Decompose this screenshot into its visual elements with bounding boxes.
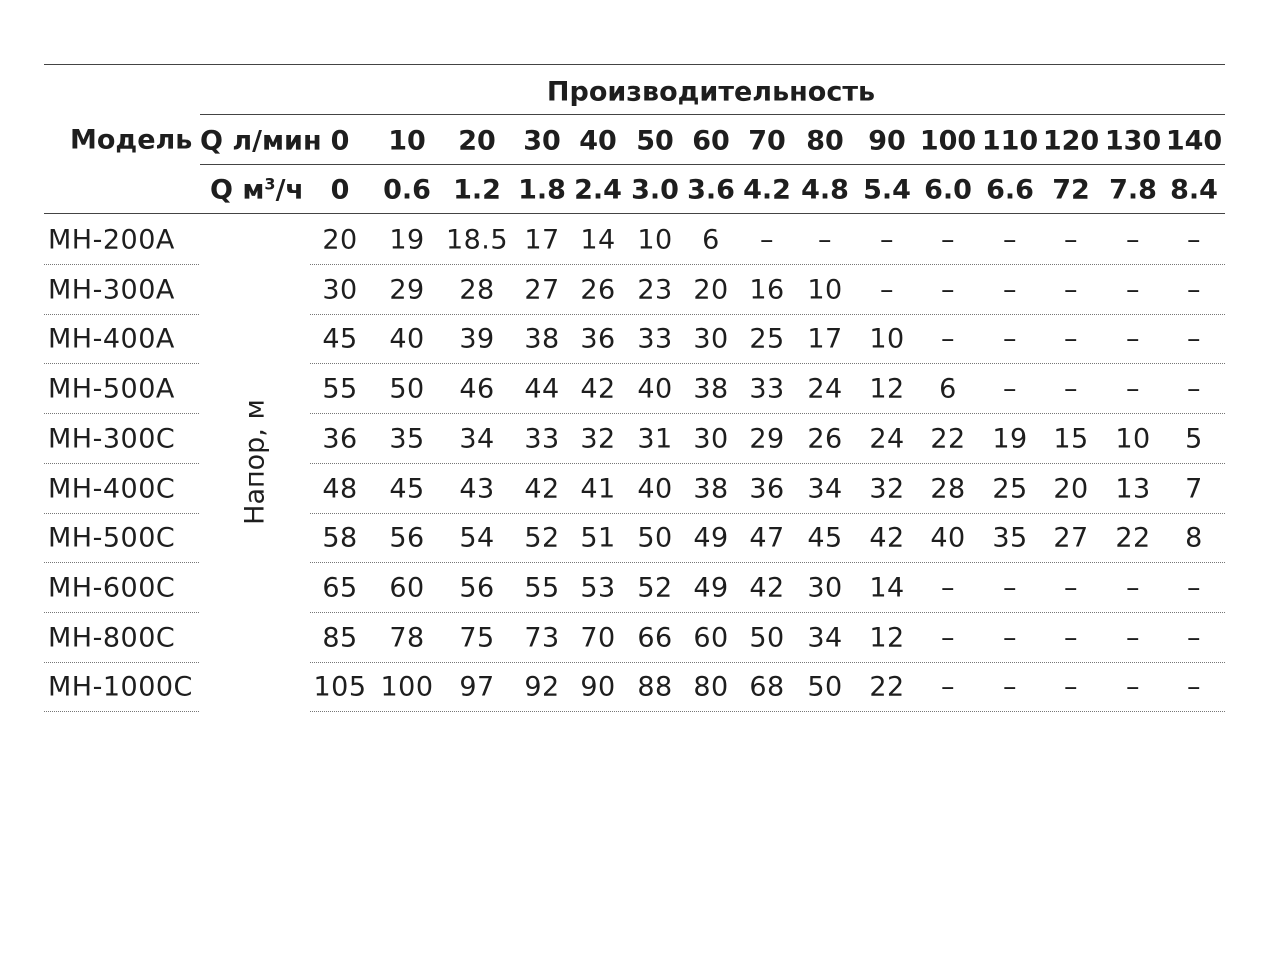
- head-value-cell: –: [1064, 373, 1078, 405]
- model-name: MH-600C: [48, 572, 176, 604]
- row-divider: [44, 264, 199, 265]
- head-value-cell: –: [941, 323, 955, 355]
- head-value-cell: 22: [930, 423, 966, 455]
- head-value-cell: 42: [869, 522, 905, 554]
- head-value-cell: –: [941, 274, 955, 306]
- head-value-cell: –: [1187, 373, 1201, 405]
- head-value-cell: 41: [580, 473, 616, 504]
- head-value-cell: –: [1064, 224, 1078, 256]
- flow-lmin-header: 90: [868, 125, 906, 157]
- head-value-cell: 26: [580, 274, 616, 306]
- head-value-cell: 32: [580, 423, 616, 455]
- head-value-cell: 30: [693, 423, 729, 455]
- flow-m3h-header: 8.4: [1170, 174, 1218, 206]
- row-divider: [44, 562, 199, 563]
- head-value-cell: 88: [637, 671, 673, 703]
- title-rule: [200, 114, 1225, 115]
- head-value-cell: –: [941, 671, 955, 703]
- head-value-cell: 38: [693, 373, 729, 405]
- row-divider: [44, 314, 199, 315]
- flow-m3h-header: 1.8: [518, 174, 566, 206]
- flow-lmin-header: 80: [806, 125, 844, 157]
- head-value-cell: –: [1187, 274, 1201, 306]
- flow-m3h-header: 72: [1052, 174, 1090, 206]
- head-value-cell: 42: [580, 373, 616, 405]
- row-divider: [310, 363, 1225, 364]
- head-value-cell: 50: [389, 373, 425, 405]
- flow-m3h-header: 3.6: [687, 174, 735, 206]
- row-divider: [44, 612, 199, 613]
- head-value-cell: 14: [580, 224, 616, 256]
- head-value-cell: 38: [524, 323, 560, 355]
- head-value-cell: 5: [1185, 423, 1203, 455]
- head-value-cell: 13: [1115, 473, 1151, 504]
- head-value-cell: –: [1003, 622, 1017, 654]
- head-value-cell: 45: [389, 473, 425, 504]
- flow-m3h-header: 4.8: [801, 174, 849, 206]
- head-value-cell: 52: [637, 572, 673, 604]
- head-value-cell: 45: [322, 323, 358, 355]
- row-divider: [310, 662, 1225, 663]
- head-value-cell: 19: [992, 423, 1028, 455]
- head-value-cell: 50: [637, 522, 673, 554]
- row-divider: [310, 264, 1225, 265]
- row-divider: [310, 711, 1225, 712]
- head-value-cell: 50: [807, 671, 843, 703]
- flow-lmin-header: 10: [388, 125, 426, 157]
- head-value-cell: 29: [749, 423, 785, 455]
- head-value-cell: 34: [459, 423, 495, 455]
- flow-m3h-header: 3.0: [631, 174, 679, 206]
- head-value-cell: –: [941, 622, 955, 654]
- head-value-cell: 24: [869, 423, 905, 455]
- head-value-cell: 60: [693, 622, 729, 654]
- head-value-cell: 17: [524, 224, 560, 256]
- head-value-cell: –: [1126, 572, 1140, 604]
- row-divider: [310, 413, 1225, 414]
- head-value-cell: 47: [749, 522, 785, 554]
- flow-lmin-header: 0: [330, 125, 350, 157]
- flow-m3h-header: 7.8: [1109, 174, 1157, 206]
- model-name: MH-500A: [48, 373, 175, 405]
- head-value-cell: –: [1003, 274, 1017, 306]
- flow-lmin-header: 30: [523, 125, 561, 157]
- row-divider: [310, 562, 1225, 563]
- head-axis-label: Напор, м: [239, 399, 271, 525]
- flow-lmin-header: 60: [692, 125, 730, 157]
- head-value-cell: 24: [807, 373, 843, 405]
- head-value-cell: –: [880, 274, 894, 306]
- head-value-cell: 30: [807, 572, 843, 604]
- head-value-cell: 10: [869, 323, 905, 355]
- head-value-cell: 22: [1115, 522, 1151, 554]
- head-value-cell: 27: [1053, 522, 1089, 554]
- head-value-cell: 12: [869, 622, 905, 654]
- head-value-cell: 35: [389, 423, 425, 455]
- head-value-cell: 73: [524, 622, 560, 654]
- head-value-cell: –: [1187, 224, 1201, 256]
- head-value-cell: 49: [693, 522, 729, 554]
- head-value-cell: –: [1003, 671, 1017, 703]
- row-divider: [310, 314, 1225, 315]
- head-value-cell: –: [1064, 671, 1078, 703]
- head-value-cell: 40: [389, 323, 425, 355]
- row-divider: [44, 463, 199, 464]
- head-value-cell: 22: [869, 671, 905, 703]
- head-value-cell: –: [1126, 373, 1140, 405]
- head-value-cell: 52: [524, 522, 560, 554]
- flow-lmin-header: 110: [981, 125, 1039, 157]
- head-value-cell: 36: [322, 423, 358, 455]
- units-rule: [200, 164, 1225, 165]
- head-value-cell: 105: [313, 671, 367, 703]
- head-value-cell: –: [1003, 224, 1017, 256]
- head-value-cell: –: [1126, 671, 1140, 703]
- head-value-cell: 75: [459, 622, 495, 654]
- head-value-cell: 29: [389, 274, 425, 306]
- flow-lmin-header: 50: [636, 125, 674, 157]
- flow-lmin-header: 70: [748, 125, 786, 157]
- row-divider: [44, 711, 199, 712]
- flow-m3h-header: 6.6: [986, 174, 1034, 206]
- head-value-cell: 8: [1185, 522, 1203, 554]
- flow-m3h-header: 2.4: [574, 174, 622, 206]
- flow-m3h-header: 0: [330, 174, 350, 206]
- head-value-cell: 12: [869, 373, 905, 405]
- q-lmin-label: Q л/мин: [200, 125, 322, 157]
- head-value-cell: 6: [702, 224, 720, 256]
- model-name: MH-300C: [48, 423, 176, 455]
- head-value-cell: 27: [524, 274, 560, 306]
- flow-lmin-header: 20: [458, 125, 496, 157]
- table-title: Производительность: [546, 76, 876, 108]
- head-value-cell: 39: [459, 323, 495, 355]
- head-value-cell: 28: [930, 473, 966, 504]
- head-value-cell: –: [1064, 323, 1078, 355]
- head-value-cell: 54: [459, 522, 495, 554]
- head-value-cell: –: [880, 224, 894, 256]
- head-value-cell: –: [1126, 224, 1140, 256]
- head-value-cell: –: [1003, 572, 1017, 604]
- head-value-cell: 60: [389, 572, 425, 604]
- head-value-cell: 42: [749, 572, 785, 604]
- head-value-cell: –: [1003, 323, 1017, 355]
- head-value-cell: –: [1187, 323, 1201, 355]
- q-m3h-label-sup: 3: [264, 174, 276, 194]
- head-value-cell: –: [941, 224, 955, 256]
- top-rule: [44, 64, 1225, 65]
- head-value-cell: 36: [749, 473, 785, 504]
- model-name: MH-300A: [48, 274, 175, 306]
- head-value-cell: 15: [1053, 423, 1089, 455]
- head-value-cell: 10: [807, 274, 843, 306]
- head-value-cell: 78: [389, 622, 425, 654]
- head-value-cell: 66: [637, 622, 673, 654]
- head-value-cell: –: [1187, 572, 1201, 604]
- head-value-cell: 46: [459, 373, 495, 405]
- head-value-cell: 34: [807, 473, 843, 504]
- head-value-cell: –: [760, 224, 774, 256]
- head-value-cell: 58: [322, 522, 358, 554]
- head-value-cell: 53: [580, 572, 616, 604]
- head-value-cell: 85: [322, 622, 358, 654]
- head-value-cell: 44: [524, 373, 560, 405]
- model-name: MH-800C: [48, 622, 176, 654]
- q-m3h-label: [210, 174, 304, 206]
- flow-lmin-header: 140: [1165, 125, 1223, 157]
- head-value-cell: 55: [524, 572, 560, 604]
- head-value-cell: 14: [869, 572, 905, 604]
- head-value-cell: 33: [637, 323, 673, 355]
- head-value-cell: 26: [807, 423, 843, 455]
- head-value-cell: 56: [389, 522, 425, 554]
- head-value-cell: 43: [459, 473, 495, 504]
- head-value-cell: 20: [1053, 473, 1089, 504]
- head-value-cell: 49: [693, 572, 729, 604]
- head-value-cell: 40: [637, 373, 673, 405]
- head-value-cell: 19: [389, 224, 425, 256]
- flow-m3h-header: 4.2: [743, 174, 791, 206]
- head-value-cell: 33: [524, 423, 560, 455]
- model-name: MH-200A: [48, 224, 175, 256]
- row-divider: [44, 413, 199, 414]
- head-value-cell: 34: [807, 622, 843, 654]
- head-value-cell: 70: [580, 622, 616, 654]
- head-value-cell: –: [1126, 274, 1140, 306]
- head-value-cell: 65: [322, 572, 358, 604]
- flow-lmin-header: 130: [1104, 125, 1162, 157]
- header-bottom-rule: [44, 213, 1225, 214]
- head-value-cell: –: [1126, 323, 1140, 355]
- row-divider: [44, 513, 199, 514]
- head-value-cell: 90: [580, 671, 616, 703]
- head-value-cell: –: [1187, 622, 1201, 654]
- head-value-cell: 6: [939, 373, 957, 405]
- q-m3h-label-tail: /ч: [275, 174, 304, 206]
- row-divider: [44, 363, 199, 364]
- flow-lmin-header: 120: [1042, 125, 1100, 157]
- head-value-cell: –: [1126, 622, 1140, 654]
- head-value-cell: 50: [749, 622, 785, 654]
- model-name: MH-500C: [48, 522, 176, 554]
- model-column-header: Модель: [70, 124, 193, 156]
- flow-m3h-header: 0.6: [383, 174, 431, 206]
- head-value-cell: –: [1003, 373, 1017, 405]
- head-value-cell: 20: [322, 224, 358, 256]
- head-value-cell: 35: [992, 522, 1028, 554]
- head-value-cell: 38: [693, 473, 729, 504]
- head-value-cell: 32: [869, 473, 905, 504]
- head-value-cell: –: [1064, 622, 1078, 654]
- head-value-cell: 97: [459, 671, 495, 703]
- head-value-cell: 20: [693, 274, 729, 306]
- head-value-cell: 23: [637, 274, 673, 306]
- head-value-cell: 31: [637, 423, 673, 455]
- head-value-cell: 92: [524, 671, 560, 703]
- model-name: MH-400C: [48, 473, 176, 504]
- head-value-cell: 10: [1115, 423, 1151, 455]
- head-value-cell: 42: [524, 473, 560, 504]
- head-value-cell: 18.5: [445, 224, 509, 256]
- head-value-cell: –: [1187, 671, 1201, 703]
- head-value-cell: 7: [1185, 473, 1203, 504]
- head-value-cell: 55: [322, 373, 358, 405]
- head-value-cell: 51: [580, 522, 616, 554]
- head-value-cell: 25: [992, 473, 1028, 504]
- head-value-cell: –: [1064, 572, 1078, 604]
- model-name: MH-1000C: [48, 671, 193, 703]
- head-value-cell: 68: [749, 671, 785, 703]
- head-value-cell: 25: [749, 323, 785, 355]
- flow-m3h-header: 6.0: [924, 174, 972, 206]
- row-divider: [310, 513, 1225, 514]
- flow-m3h-header: 1.2: [453, 174, 501, 206]
- head-value-cell: 40: [637, 473, 673, 504]
- head-value-cell: 10: [637, 224, 673, 256]
- head-value-cell: 48: [322, 473, 358, 504]
- row-divider: [310, 612, 1225, 613]
- head-value-cell: –: [1064, 274, 1078, 306]
- head-value-cell: 56: [459, 572, 495, 604]
- row-divider: [44, 662, 199, 663]
- head-value-cell: –: [941, 572, 955, 604]
- head-value-cell: 80: [693, 671, 729, 703]
- head-value-cell: –: [818, 224, 832, 256]
- flow-m3h-header: 5.4: [863, 174, 911, 206]
- head-value-cell: 17: [807, 323, 843, 355]
- flow-lmin-header: 40: [579, 125, 617, 157]
- flow-lmin-header: 100: [919, 125, 977, 157]
- head-value-cell: 40: [930, 522, 966, 554]
- model-name: MH-400A: [48, 323, 175, 355]
- head-value-cell: 33: [749, 373, 785, 405]
- row-divider: [310, 463, 1225, 464]
- head-value-cell: 30: [322, 274, 358, 306]
- head-value-cell: 36: [580, 323, 616, 355]
- head-value-cell: 16: [749, 274, 785, 306]
- q-m3h-label-main: Q м: [210, 174, 265, 206]
- head-value-cell: 45: [807, 522, 843, 554]
- head-value-cell: 30: [693, 323, 729, 355]
- head-value-cell: 100: [380, 671, 434, 703]
- head-value-cell: 28: [459, 274, 495, 306]
